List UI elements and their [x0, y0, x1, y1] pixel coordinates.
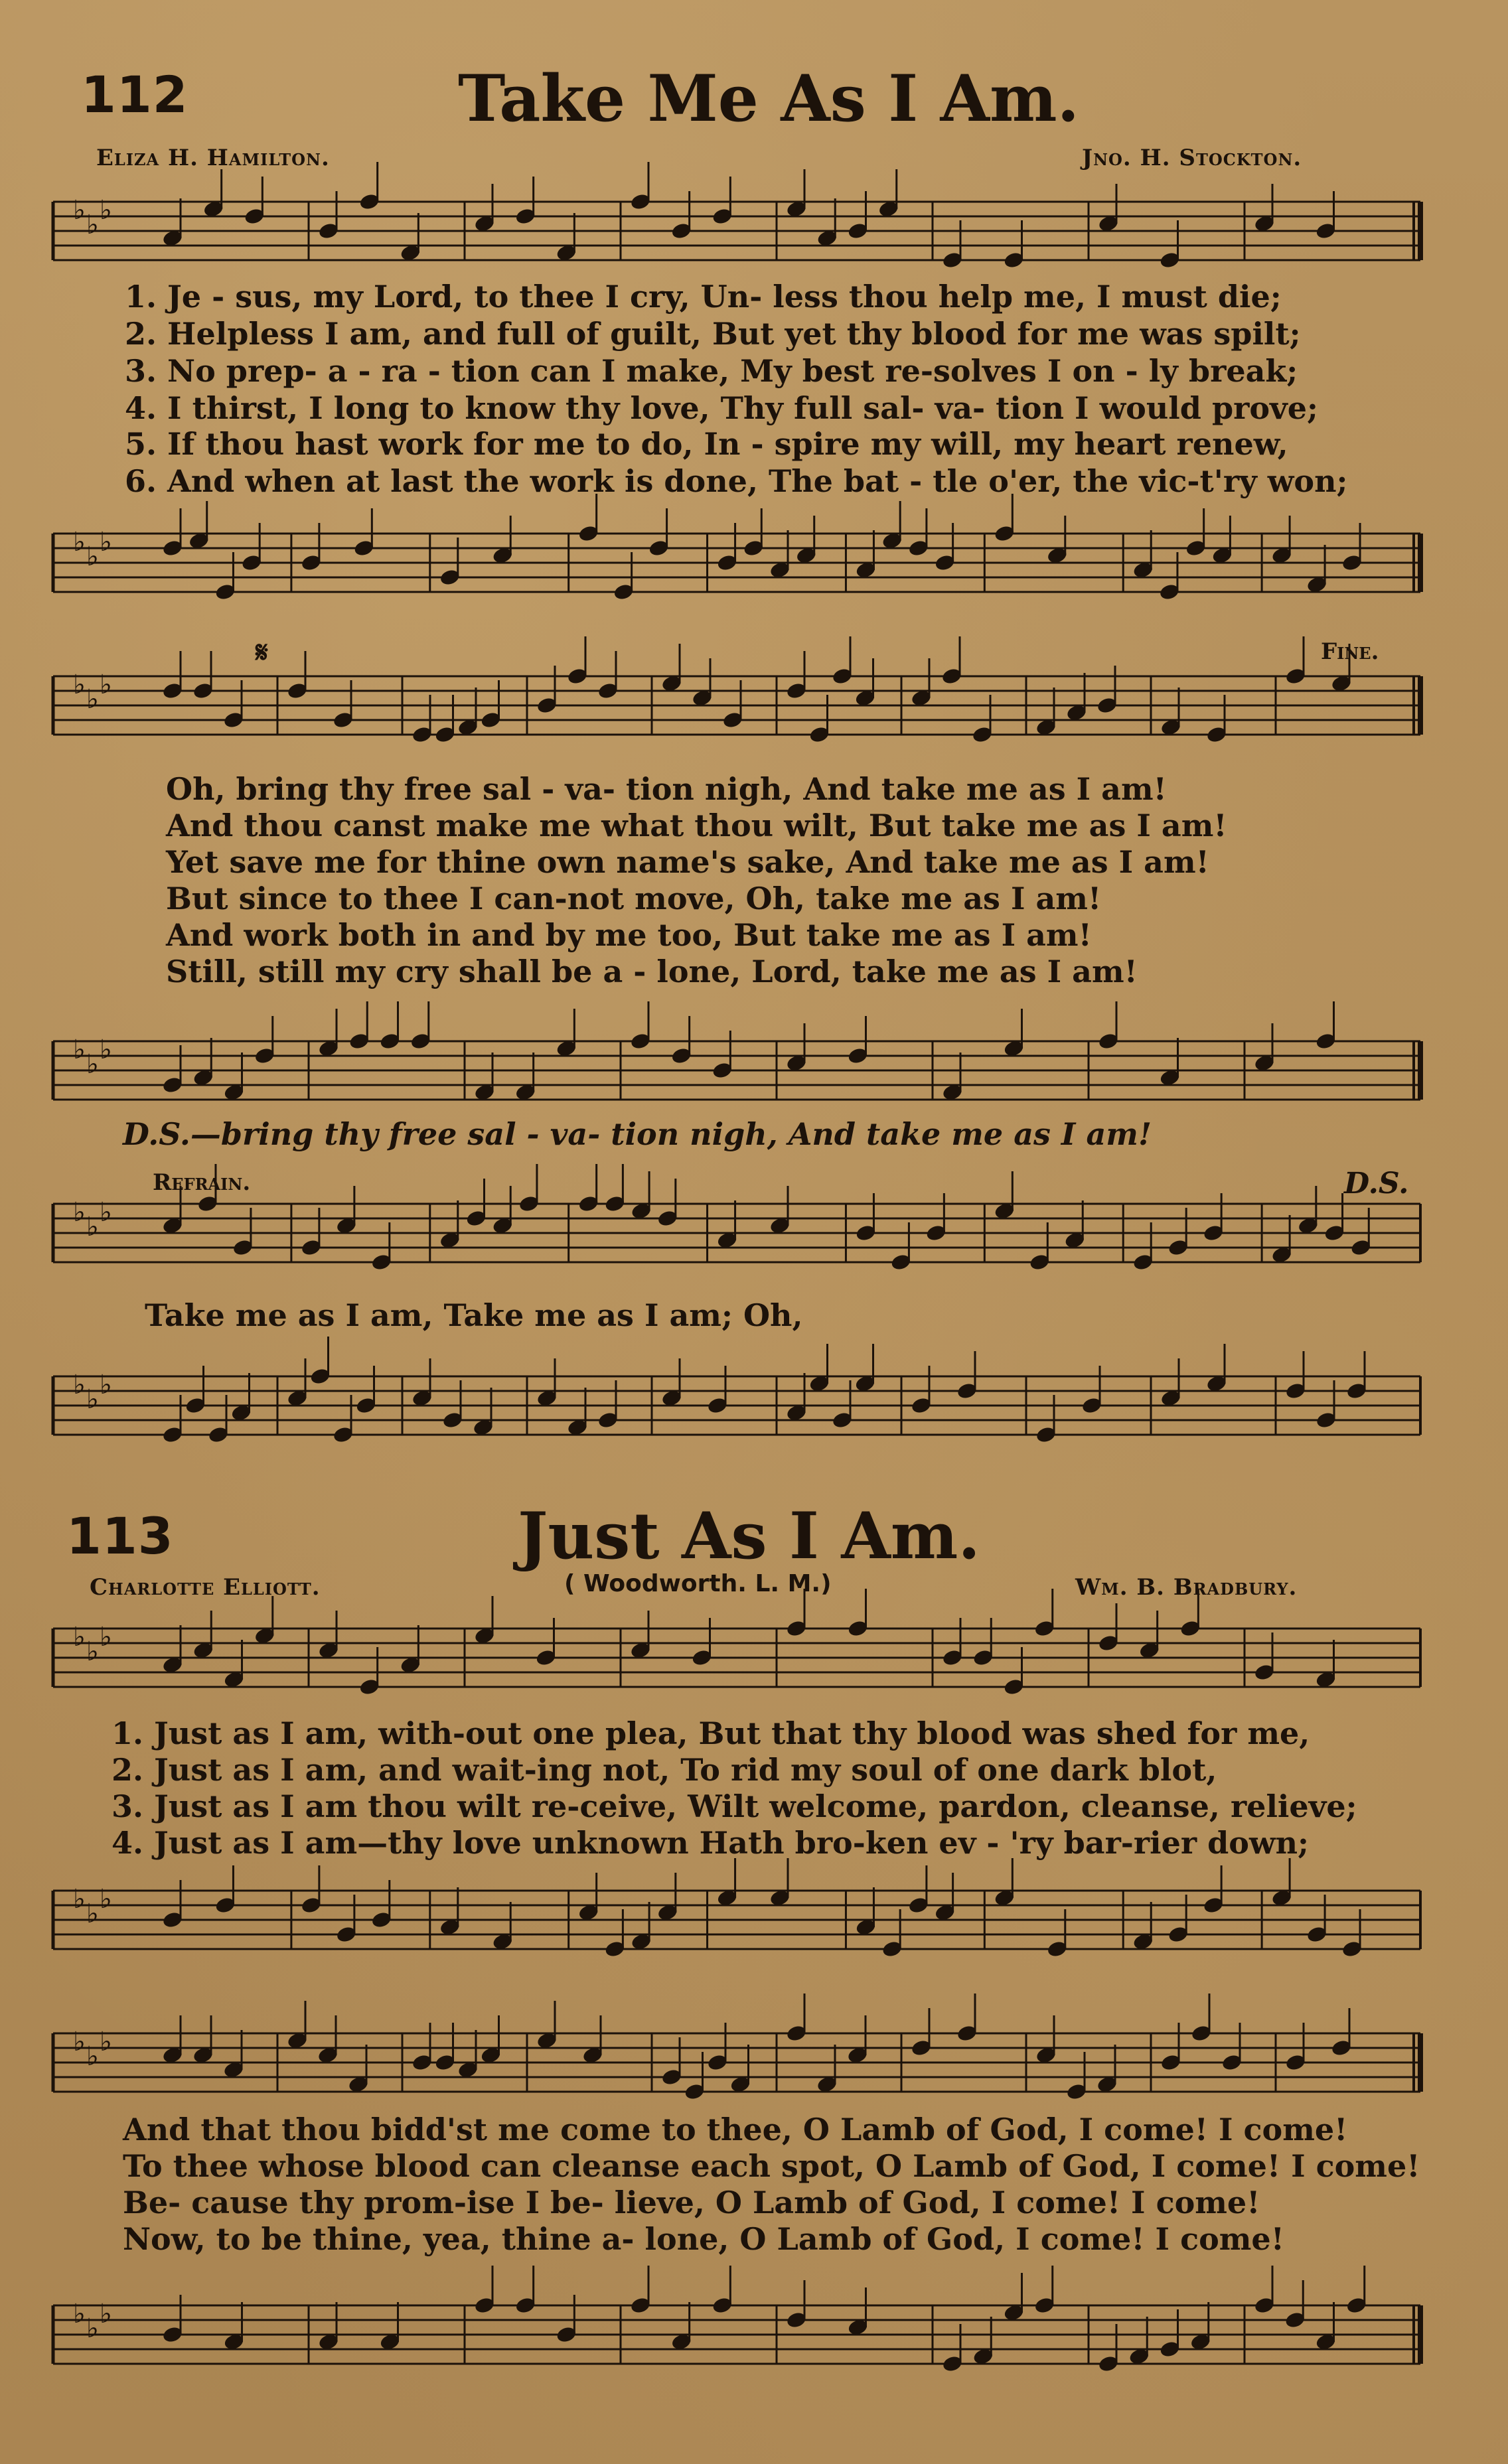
flat-sign: ♭	[100, 1622, 112, 1652]
refrain-line: But since to thee I can-not move, Oh, take me as I am!	[166, 881, 1102, 916]
hymn-title: Take Me As I Am.	[458, 61, 1079, 136]
flat-sign: ♭	[73, 1035, 86, 1065]
refrain-line: Still, still my cry shall be a - lone, Lord, take me as I am!	[166, 954, 1138, 989]
flat-sign: ♭	[73, 670, 86, 700]
flat-sign: ♭	[86, 542, 99, 572]
treble-staff	[0, 192, 1508, 279]
flat-sign: ♭	[73, 1884, 86, 1915]
hymn-title: Just As I Am.	[518, 1498, 980, 1573]
stanza-line: 1. Je - sus, my Lord, to thee I cry, Un- less thou help me, I must die;	[125, 279, 1282, 315]
flat-sign: ♭	[100, 1884, 112, 1915]
segno-sign: 𝄋	[256, 636, 268, 670]
refrain-line: Yet save me for thine own name's sake, And take me as I am!	[166, 844, 1209, 880]
flat-sign: ♭	[100, 670, 112, 700]
treble-staff	[0, 1619, 1508, 1705]
flat-sign: ♭	[100, 195, 112, 226]
flat-sign: ♭	[73, 527, 86, 557]
flat-sign: ♭	[100, 2027, 112, 2057]
flat-sign: ♭	[100, 2299, 112, 2329]
flat-sign: ♭	[86, 1636, 99, 1667]
stanza-line: And that thou bidd'st me come to thee, O Lamb of God, I come! I come!	[123, 2112, 1348, 2147]
flat-sign: ♭	[100, 1035, 112, 1065]
flat-sign: ♭	[86, 1899, 99, 1929]
stanza-line: Now, to be thine, yea, thine a- lone, O Lamb of God, I come! I come!	[123, 2221, 1284, 2257]
tune-name: ( Woodworth. L. M.)	[564, 1570, 832, 1597]
ds-label: D.S.	[1344, 1167, 1409, 1200]
words-credit: Eliza H. Hamilton.	[96, 145, 330, 171]
stanza-line: 2. Just as I am, and wait-ing not, To rid my soul of one dark blot,	[112, 1752, 1217, 1788]
refrain-line: Oh, bring thy free sal - va- tion nigh, And take me as I am!	[166, 771, 1167, 807]
flat-sign: ♭	[73, 2299, 86, 2329]
flat-sign: ♭	[73, 2027, 86, 2057]
hymn-number: 113	[66, 1506, 174, 1565]
music-credit: Jno. H. Stockton.	[1082, 145, 1302, 171]
flat-sign: ♭	[86, 1384, 99, 1415]
flat-sign: ♭	[86, 684, 99, 715]
treble-staff	[0, 1195, 1508, 1281]
flat-sign: ♭	[73, 1197, 86, 1228]
treble-staff	[0, 667, 1508, 753]
stanza-line: 6. And when at last the work is done, The bat - tle o'er, the vic-t'ry won;	[125, 463, 1348, 499]
bass-staff	[0, 2296, 1508, 2382]
stanza-line: 2. Helpless I am, and full of guilt, But yet thy blood for me was spilt;	[125, 316, 1301, 352]
flat-sign: ♭	[86, 210, 99, 240]
bass-staff	[0, 1032, 1508, 1118]
flat-sign: ♭	[100, 1370, 112, 1400]
stanza-line: To thee whose blood can cleanse each spot, O Lamb of God, I come! I come!	[123, 2148, 1420, 2184]
ds-line: D.S.—bring thy free sal - va- tion nigh, And take me as I am!	[123, 1116, 1152, 1152]
hymn-number: 112	[81, 65, 188, 124]
bass-staff	[0, 524, 1508, 611]
flat-sign: ♭	[100, 1197, 112, 1228]
refrain-line: And thou canst make me what thou wilt, But take me as I am!	[166, 808, 1227, 843]
flat-sign: ♭	[86, 1049, 99, 1080]
stanza-line: 3. No prep- a - ra - tion can I make, My best re-solves I on - ly break;	[125, 353, 1298, 389]
music-credit: Wm. B. Bradbury.	[1075, 1574, 1298, 1601]
flat-sign: ♭	[73, 1370, 86, 1400]
refrain-line: And work both in and by me too, But take me as I am!	[166, 917, 1092, 953]
bass-staff	[0, 1367, 1508, 1453]
flat-sign: ♭	[86, 2041, 99, 2072]
bass-staff	[0, 1881, 1508, 1968]
refrain-text: Take me as I am, Take me as I am; Oh,	[145, 1297, 803, 1333]
flat-sign: ♭	[73, 1622, 86, 1652]
fine-label: Fine.	[1321, 638, 1379, 665]
words-credit: Charlotte Elliott.	[90, 1574, 321, 1601]
stanza-line: 4. Just as I am—thy love unknown Hath bro-ken ev - 'ry bar-rier down;	[112, 1825, 1309, 1861]
stanza-line: 4. I thirst, I long to know thy love, Thy full sal- va- tion I would prove;	[125, 390, 1318, 426]
flat-sign: ♭	[100, 527, 112, 557]
stanza-line: 3. Just as I am thou wilt re-ceive, Wilt welcome, pardon, cleanse, relieve;	[112, 1788, 1357, 1824]
refrain-label: Refrain.	[153, 1169, 251, 1196]
flat-sign: ♭	[86, 2313, 99, 2344]
stanza-line: Be- cause thy prom-ise I be- lieve, O Lamb of God, I come! I come!	[123, 2185, 1260, 2220]
stanza-line: 5. If thou hast work for me to do, In - spire my will, my heart renew,	[125, 426, 1288, 462]
flat-sign: ♭	[86, 1212, 99, 1242]
stanza-line: 1. Just as I am, with-out one plea, But that thy blood was shed for me,	[112, 1715, 1310, 1751]
treble-staff	[0, 2024, 1508, 2110]
flat-sign: ♭	[73, 195, 86, 226]
